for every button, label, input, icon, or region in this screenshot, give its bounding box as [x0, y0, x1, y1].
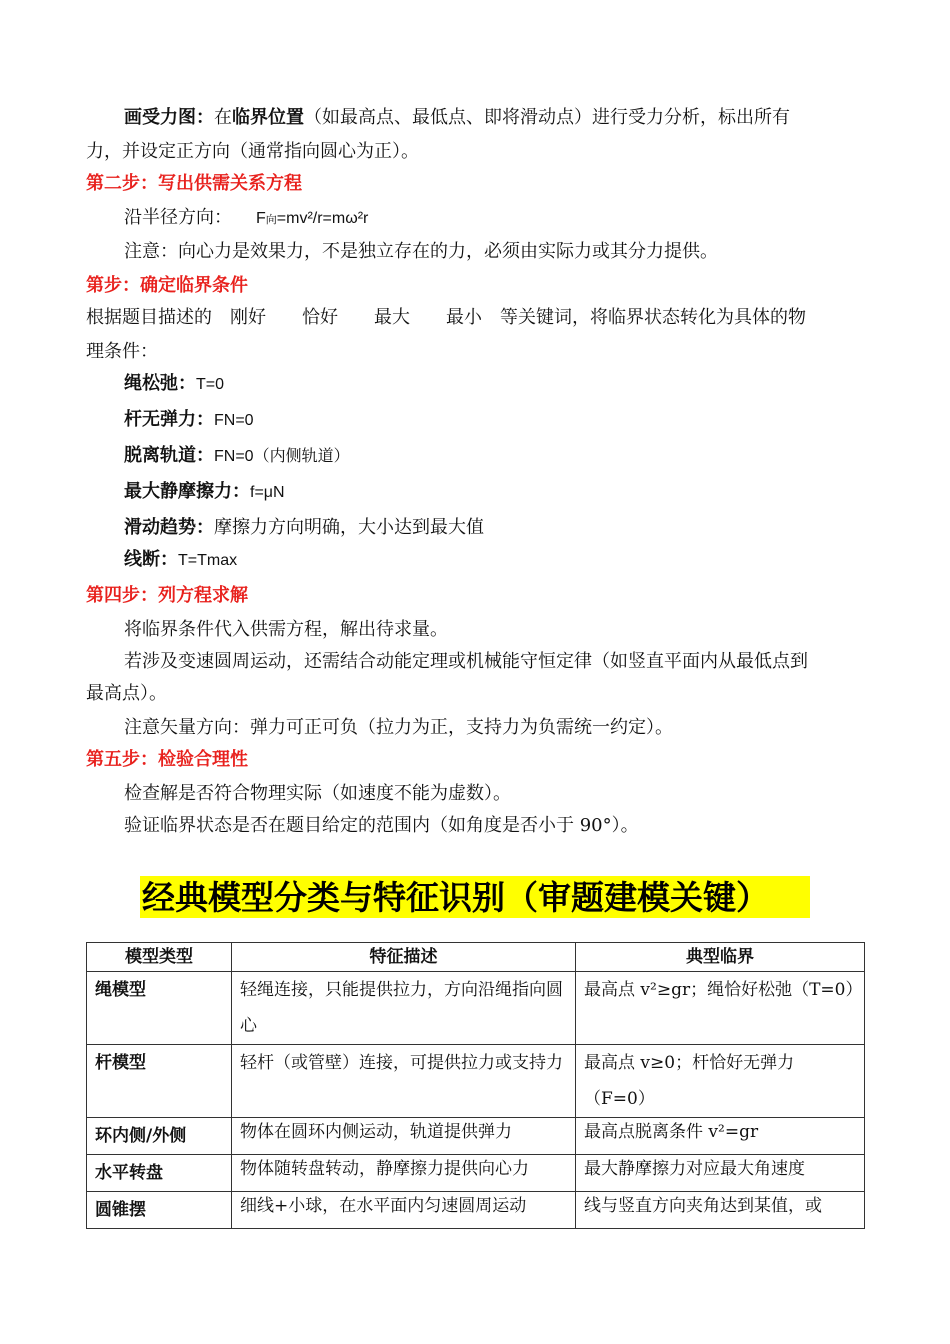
condition-item: [124, 444, 350, 469]
step5-heading: 第五步：检验合理性: [86, 749, 248, 770]
radial-label: 沿半径方向：: [124, 207, 232, 228]
step3-intro-line-2: 理条件：: [86, 341, 158, 362]
feature-cell: 细线+小球，在水平面内匀速圆周运动: [232, 1192, 576, 1229]
model-type-cell: 杆模型: [87, 1045, 232, 1118]
condition-label: 线断：: [124, 549, 178, 570]
feature-cell: 轻绳连接，只能提供拉力，方向沿绳指向圆心: [232, 972, 576, 1045]
feature-cell: 物体随转盘转动，静摩擦力提供向心力: [232, 1155, 576, 1192]
condition-value: FN=0: [214, 412, 254, 429]
condition-label: 脱离轨道：: [124, 445, 214, 466]
table-row: [87, 1192, 865, 1229]
critical-cell: 最高点 v²≥gr；绳恰好松弛（T=0）: [576, 972, 865, 1045]
step4-line-1: 将临界条件代入供需方程，解出待求量。: [124, 619, 448, 640]
model-type-cell: 绳模型: [87, 972, 232, 1045]
condition-value: FN=0（内侧轨道）: [214, 448, 350, 465]
condition-item: [124, 516, 484, 540]
model-table: [86, 942, 865, 1229]
feature-cell: 物体在圆环内侧运动，轨道提供弹力: [232, 1118, 576, 1155]
model-type-cell: 水平转盘: [87, 1155, 232, 1192]
condition-value: f=μN: [250, 484, 285, 501]
formula-F: F: [256, 210, 266, 227]
critical-cell: 最高点脱离条件 v²=gr: [576, 1118, 865, 1155]
model-type-cell: 圆锥摆: [87, 1192, 232, 1229]
step3-heading: 第步：确定临界条件: [86, 275, 248, 296]
condition-label: 滑动趋势：: [124, 517, 214, 538]
table-row: [87, 1155, 865, 1192]
table-header-row: [87, 943, 865, 972]
table-row: [87, 1118, 865, 1155]
text-span: 在: [214, 107, 232, 128]
column-header: 模型类型: [87, 943, 232, 972]
formula-rest: =mv²/r=mω²r: [276, 210, 369, 227]
step4-line-3: 最高点）。: [86, 683, 167, 704]
step4-line-2: 若涉及变速圆周运动，还需结合动能定理或机械能守恒定律（如竖直平面内从最低点到: [124, 651, 808, 672]
step3-intro-line-1: 根据题目描述的 刚好 恰好 最大 最小 等关键词，将临界状态转化为具体的物: [86, 307, 806, 328]
step4-heading: 第四步：列方程求解: [86, 585, 248, 606]
condition-value: T=Tmax: [178, 552, 238, 569]
step2-heading: 第二步：写出供需关系方程: [86, 173, 302, 194]
section-title: 经典模型分类与特征识别（审题建模关键）: [142, 878, 769, 917]
step5-line-2: 验证临界状态是否在题目给定的范围内（如角度是否小于 90°）。: [124, 815, 639, 836]
step2-note: 注意：向心力是效果力，不是独立存在的力，必须由实际力或其分力提供。: [124, 241, 718, 262]
model-type-cell: 环内侧/外侧: [87, 1118, 232, 1155]
condition-value: 摩擦力方向明确，大小达到最大值: [214, 517, 484, 538]
condition-label: 杆无弹力：: [124, 409, 214, 430]
formula-subscript: 向: [265, 213, 277, 226]
column-header: 特征描述: [232, 943, 576, 972]
step5-line-1: 检查解是否符合物理实际（如速度不能为虚数）。: [124, 783, 511, 804]
column-header: 典型临界: [576, 943, 865, 972]
text-span: （如最高点、最低点、即将滑动点）进行受力分析，标出所有: [304, 107, 790, 128]
table-row: [87, 972, 865, 1045]
condition-item: [124, 408, 254, 433]
table-row: [87, 1045, 865, 1118]
feature-cell: 轻杆（或管壁）连接，可提供拉力或支持力: [232, 1045, 576, 1118]
condition-label: 最大静摩擦力：: [124, 481, 250, 502]
condition-value: T=0: [196, 376, 225, 393]
condition-label: 绳松弛：: [124, 373, 196, 394]
radial-equation-line: [124, 206, 368, 232]
condition-item: [124, 548, 237, 573]
condition-item: [124, 372, 224, 397]
critical-cell: 最大静摩擦力对应最大角速度: [576, 1155, 865, 1192]
critical-cell: 线与竖直方向夹角达到某值，或: [576, 1192, 865, 1229]
condition-item: [124, 480, 285, 505]
critical-position-term: 临界位置: [232, 107, 304, 128]
force-diagram-label: 画受力图：: [124, 107, 214, 128]
step4-line-4: 注意矢量方向：弹力可正可负（拉力为正，支持力为负需统一约定）。: [124, 717, 673, 738]
force-diagram-line-2: 力，并设定正方向（通常指向圆心为正）。: [86, 141, 419, 162]
critical-cell: 最高点 v≥0；杆恰好无弹力（F=0）: [576, 1045, 865, 1118]
force-diagram-line-1: [124, 106, 790, 130]
